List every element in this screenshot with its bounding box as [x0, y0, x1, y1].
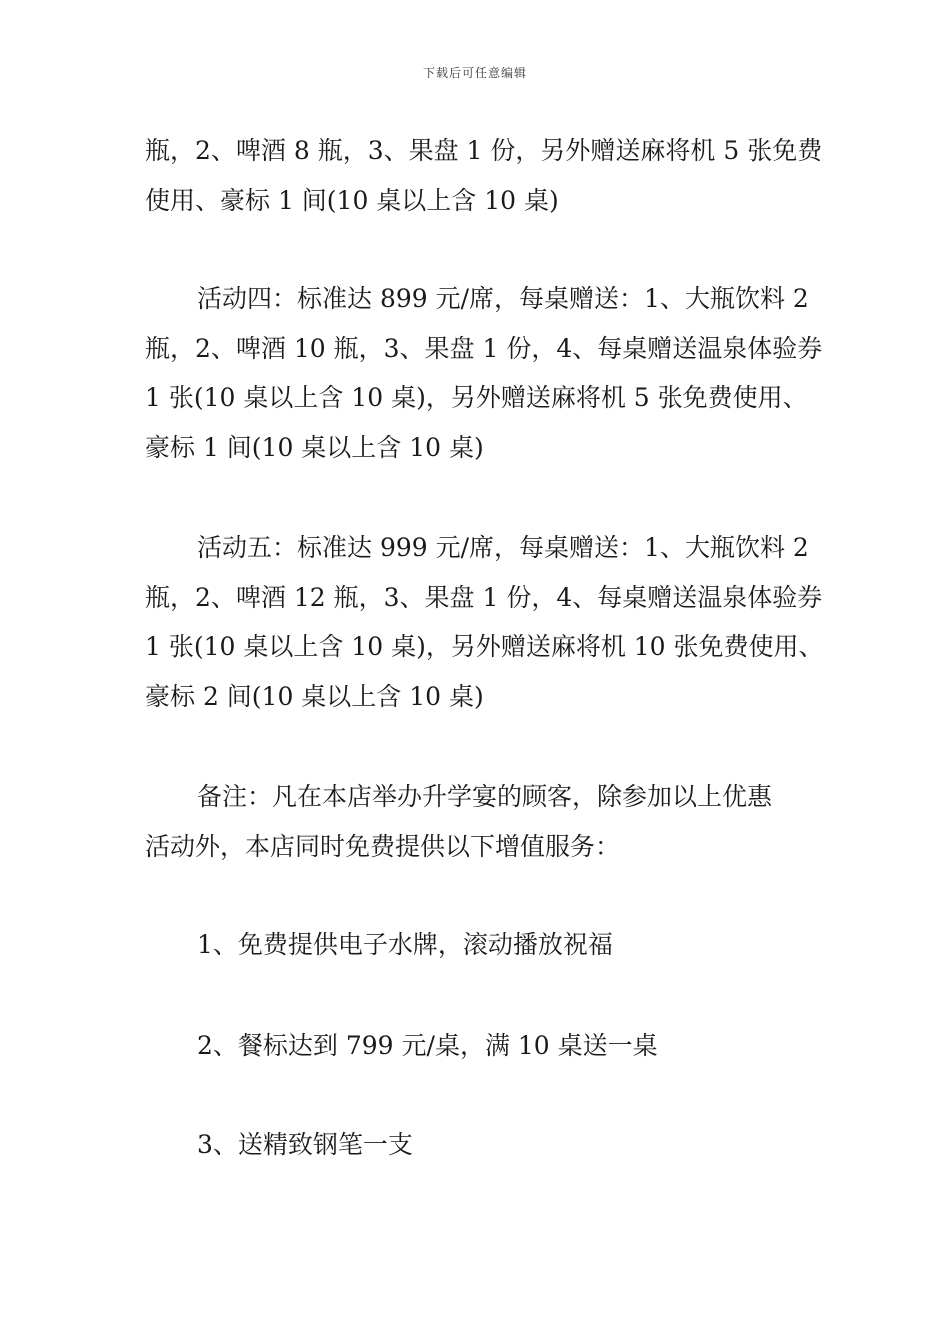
list-item-2	[145, 1021, 810, 1071]
text-line: 1、免费提供电子水牌，滚动播放祝福	[197, 930, 613, 959]
text-line: 1 张(10 桌以上含 10 桌)，另外赠送麻将机 5 张免费使用、	[145, 383, 808, 412]
paragraph-activity-4	[145, 274, 823, 472]
paragraph-activity-5	[145, 523, 824, 721]
text-line: 活动外，本店同时免费提供以下增值服务：	[145, 831, 621, 861]
page-header: 下载后可任意编辑	[422, 66, 527, 80]
list-item-3	[145, 1120, 810, 1170]
text-line: 2、餐标达到 799 元/桌，满 10 桌送一桌	[197, 1031, 658, 1060]
text-line: 豪标 2 间(10 桌以上含 10 桌)	[145, 681, 484, 711]
text-line: 活动四：标准达 899 元/席，每桌赠送：1、大瓶饮料 2	[197, 284, 809, 313]
text-line: 豪标 1 间(10 桌以上含 10 桌)	[145, 432, 484, 462]
text-line: 瓶，2、啤酒 10 瓶，3、果盘 1 份，4、每桌赠送温泉体验券	[145, 333, 823, 363]
list-item-1	[145, 920, 810, 970]
paragraph-continuation	[145, 126, 823, 225]
paragraph-note	[145, 772, 810, 871]
text-line: 活动五：标准达 999 元/席，每桌赠送：1、大瓶饮料 2	[197, 533, 809, 562]
text-line: 使用、豪标 1 间(10 桌以上含 10 桌)	[145, 185, 559, 215]
text-line: 1 张(10 桌以上含 10 桌)，另外赠送麻将机 10 张免费使用、	[145, 632, 824, 661]
text-line: 瓶，2、啤酒 12 瓶，3、果盘 1 份，4、每桌赠送温泉体验券	[145, 582, 823, 612]
text-line: 3、送精致钢笔一支	[197, 1130, 413, 1159]
text-line: 瓶，2、啤酒 8 瓶，3、果盘 1 份，另外赠送麻将机 5 张免费	[145, 136, 823, 165]
text-line: 备注：凡在本店举办升学宴的顾客，除参加以上优惠	[197, 782, 773, 811]
